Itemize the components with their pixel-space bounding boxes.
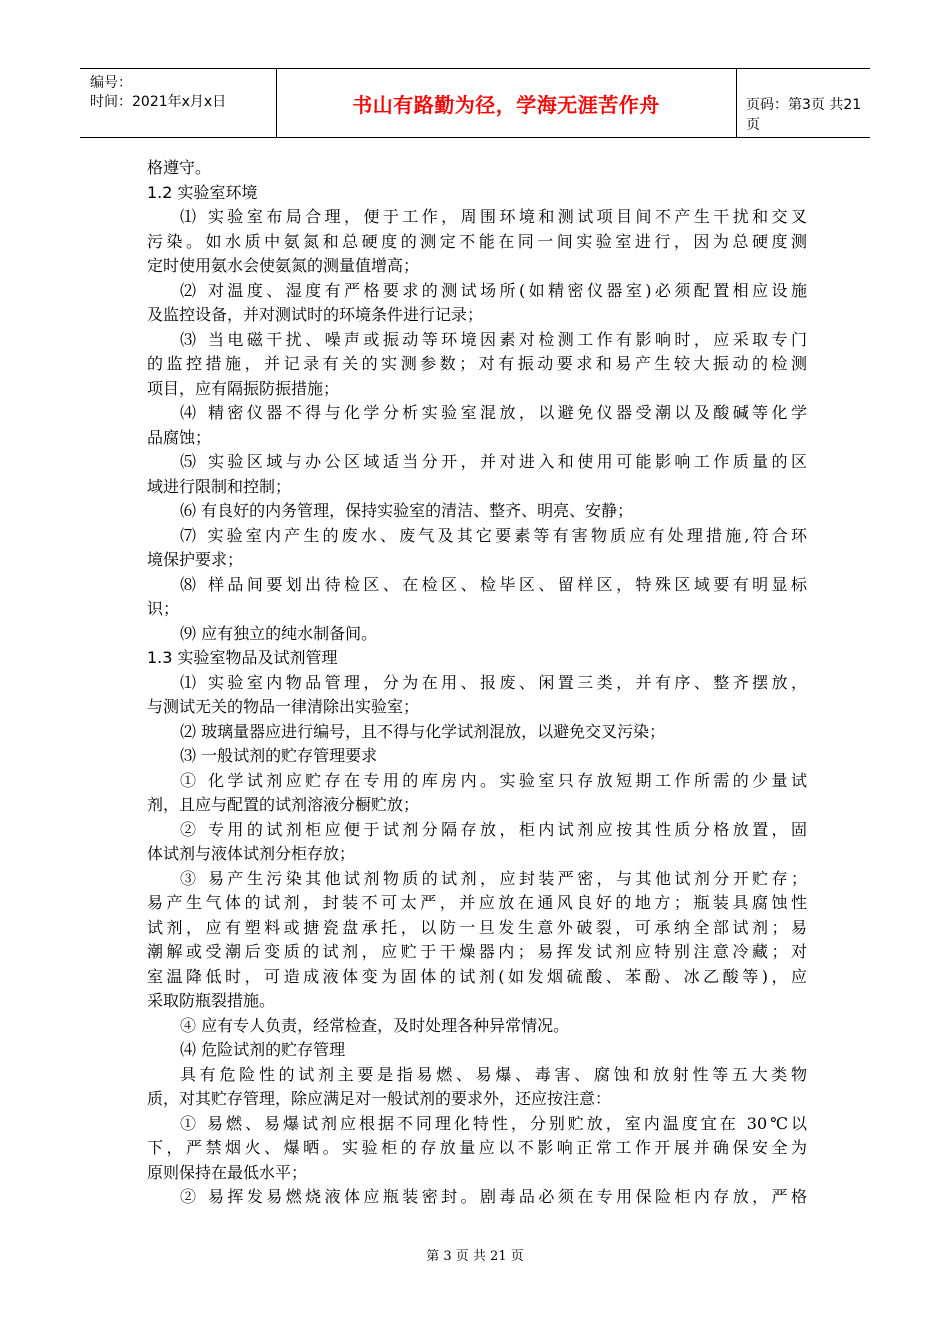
body-line: 剂，且应与配置的试剂溶液分橱贮放； xyxy=(147,795,420,814)
body-line: 品腐蚀； xyxy=(147,427,212,447)
body-line: ⑺ 实验室内产生的废水、废气及其它要素等有害物质应有处理措施,符合环 xyxy=(180,525,807,545)
body-line: 体试剂与液体试剂分柜存放； xyxy=(147,844,356,863)
header-motto: 书山有路勤为径，学海无涯苦作舟 xyxy=(352,93,660,117)
body-line: ⑴ 实验室内物品管理，分为在用、报废、闲置三类，并有序、整齐摆放， xyxy=(180,672,807,692)
body-line: ⑻ 样品间要划出待检区、在检区、检毕区、留样区，特殊区域要有明显标 xyxy=(180,574,807,594)
header-page-cell xyxy=(736,69,870,137)
body-line: 试剂，应有塑料或搪瓷盘承托，以防一旦发生意外破裂，可承纳全部试剂；易 xyxy=(147,917,807,937)
body-line: ② 易挥发易燃烧液体应瓶装密封。剧毒品必须在专用保险柜内存放，严格 xyxy=(180,1187,807,1206)
body-line: ⑷ 精密仪器不得与化学分析实验室混放，以避免仪器受潮以及酸碱等化学 xyxy=(180,403,807,422)
body-line: 域进行限制和控制； xyxy=(147,476,292,496)
body-line: ⑵ 玻璃量器应进行编号，且不得与化学试剂混放，以避免交叉污染； xyxy=(180,721,666,741)
header-page-number: 页码：第3页 共21页 xyxy=(746,97,862,133)
body-line: 具有危险性的试剂主要是指易燃、易爆、毒害、腐蚀和放射性等五大类物 xyxy=(180,1064,807,1084)
body-line: ⑶ 一般试剂的贮存管理要求 xyxy=(180,746,378,765)
body-line: ⑷ 危险试剂的贮存管理 xyxy=(180,1040,346,1059)
body-line: 质，对其贮存管理，除应满足对一般试剂的要求外，还应按注意： xyxy=(147,1089,612,1108)
body-line: 污染。如水质中氨氮和总硬度的测定不能在同一间实验室进行，因为总硬度测 xyxy=(147,231,807,251)
body-line: ⑵ 对温度、湿度有严格要求的测试场所(如精密仪器室)必须配置相应设施 xyxy=(180,280,807,300)
body-line: 的监控措施，并记录有关的实测参数；对有振动要求和易产生较大振动的检测 xyxy=(147,354,807,373)
body-line: 格遵守。 xyxy=(147,158,212,177)
body-line: ⑹ 有良好的内务管理，保持实验室的清洁、整齐、明亮、安静； xyxy=(180,501,634,520)
body-line: ① 易燃、易爆试剂应根据不同理化特性，分别贮放，室内温度宜在 30℃以 xyxy=(180,1113,807,1133)
header-motto-cell xyxy=(276,69,737,137)
body-line: ⑶ 当电磁干扰、噪声或振动等环境因素对检测工作有影响时，应采取专门 xyxy=(180,329,807,349)
page-header xyxy=(80,68,870,138)
page-footer: 第 3 页 共 21 页 xyxy=(426,1249,524,1264)
body-line: 境保护要求； xyxy=(147,550,244,569)
body-line: 及监控设备，并对测试时的环境条件进行记录； xyxy=(147,305,484,324)
section-heading: 1.3 实验室物品及试剂管理 xyxy=(147,648,338,667)
body-line: ⑼ 应有独立的纯水制备间。 xyxy=(180,623,378,643)
body-line: ③ 易产生污染其他试剂物质的试剂，应封装严密，与其他试剂分开贮存； xyxy=(180,868,807,888)
body-line: ② 专用的试剂柜应便于试剂分隔存放，柜内试剂应按其性质分格放置，固 xyxy=(180,819,807,839)
body-line: ⑴ 实验室布局合理，便于工作，周围环境和测试项目间不产生干扰和交叉 xyxy=(180,207,807,226)
body-line: 下，严禁烟火、爆晒。实验柜的存放量应以不影响正常工作开展并确保安全为 xyxy=(147,1138,807,1157)
body-line: 定时使用氨水会使氨氮的测量值增高； xyxy=(147,256,420,275)
body-line: 潮解或受潮后变质的试剂，应贮于干燥器内；易挥发试剂应特别注意冷藏；对 xyxy=(147,942,807,961)
body-line: 与测试无关的物品一律清除出实验室； xyxy=(147,697,420,716)
section-heading: 1.2 实验室环境 xyxy=(147,182,258,202)
body-line: 室温降低时，可造成液体变为固体的试剂(如发烟硫酸、苯酚、冰乙酸等)，应 xyxy=(147,966,807,986)
document-body xyxy=(147,156,807,1210)
body-line: 识； xyxy=(147,599,180,618)
doc-number-label: 编号： xyxy=(90,75,132,91)
body-line: ④ 应有专人负责，经常检查，及时处理各种异常情况。 xyxy=(180,1015,570,1035)
doc-date-label: 时间：2021年x月x日 xyxy=(90,94,227,110)
body-line: ⑸ 实验区域与办公区域适当分开，并对进入和使用可能影响工作质量的区 xyxy=(180,452,807,471)
body-line: 原则保持在最低水平； xyxy=(147,1162,308,1182)
body-line: 采取防瓶裂措施。 xyxy=(147,991,276,1010)
header-meta-cell xyxy=(80,69,277,137)
body-line: 项目，应有隔振防振措施； xyxy=(147,378,340,398)
body-line: ① 化学试剂应贮存在专用的库房内。实验室只存放短期工作所需的少量试 xyxy=(180,770,807,790)
body-line: 易产生气体的试剂，封装不可太严，并应放在通风良好的地方；瓶装具腐蚀性 xyxy=(147,893,807,912)
